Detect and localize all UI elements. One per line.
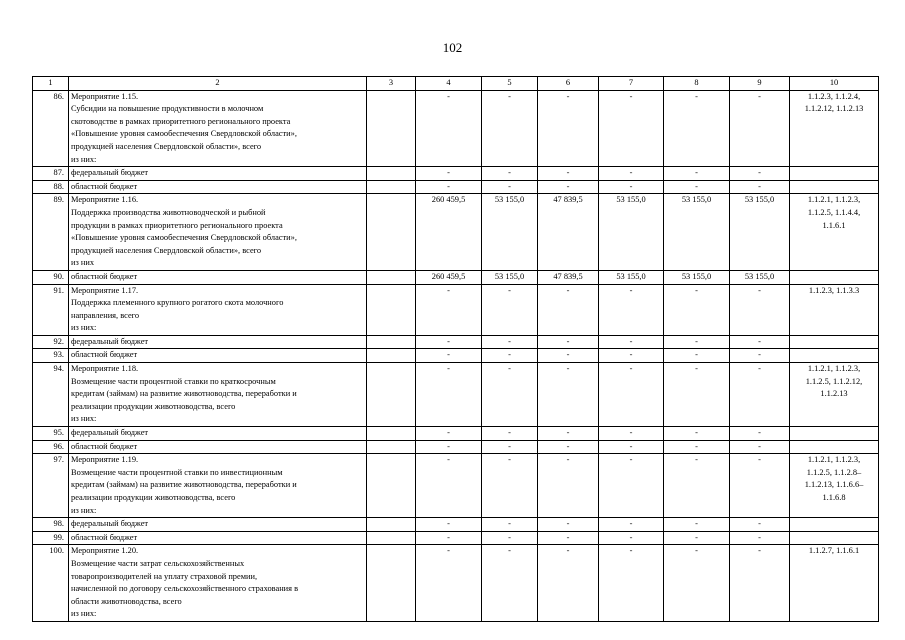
table-row	[33, 335, 879, 349]
description-line: продукцией населения Свердловской области», всего	[71, 141, 262, 151]
value-cell: -	[730, 545, 790, 622]
description-line: «Повышение уровня самообеспечения Свердловской области»,	[71, 233, 297, 243]
value-cell: -	[482, 518, 538, 532]
ref-line: 1.1.2.3, 1.1.3.3	[808, 285, 860, 295]
value-cell: -	[538, 518, 599, 532]
value-cell: -	[664, 180, 730, 194]
column-header: 1	[33, 77, 69, 91]
ref-line: 1.1.2.1, 1.1.2.3,	[807, 364, 861, 374]
value-cell: -	[482, 284, 538, 335]
value-cell: 260 459,5	[416, 194, 482, 271]
value-cell: 53 155,0	[730, 194, 790, 271]
row-description	[69, 194, 367, 271]
row-description	[69, 545, 367, 622]
target-refs	[790, 531, 879, 545]
value-cell: 53 155,0	[599, 270, 664, 284]
value-cell: -	[599, 518, 664, 532]
value-cell	[367, 531, 416, 545]
value-cell: -	[730, 90, 790, 167]
description-line: из них:	[71, 323, 97, 333]
value-cell	[367, 180, 416, 194]
value-cell: -	[599, 427, 664, 441]
description-line: Мероприятие 1.20.	[71, 546, 139, 556]
value-cell: -	[416, 440, 482, 454]
ref-line: 1.1.2.3, 1.1.2.4,	[807, 91, 861, 101]
ref-line: 1.1.2.5, 1.1.2.8–	[806, 467, 862, 477]
ref-line: 1.1.2.5, 1.1.4.4,	[807, 207, 861, 217]
description-line: кредитам (займам) на развитие животноводства, переработки и	[71, 389, 297, 399]
value-cell: -	[730, 518, 790, 532]
value-cell: -	[664, 454, 730, 518]
description-line: Возмещение части процентной ставки по краткосрочным	[71, 376, 276, 386]
table-row	[33, 270, 879, 284]
value-cell: 53 155,0	[599, 194, 664, 271]
table-row	[33, 427, 879, 441]
target-refs	[790, 440, 879, 454]
ref-line: 1.1.2.5, 1.1.2.12,	[805, 376, 863, 386]
description-line: федеральный бюджет	[71, 519, 149, 529]
description-line: из них	[71, 258, 95, 268]
row-description	[69, 335, 367, 349]
value-cell: -	[538, 180, 599, 194]
target-refs	[790, 363, 879, 427]
description-line: из них:	[71, 505, 97, 515]
table-row	[33, 90, 879, 167]
description-line: областной бюджет	[71, 350, 138, 360]
column-header: 5	[482, 77, 538, 91]
value-cell: -	[538, 440, 599, 454]
target-refs	[790, 180, 879, 194]
value-cell: -	[730, 180, 790, 194]
description-line: начисленной по договору сельскохозяйственного страхования в	[71, 584, 299, 594]
value-cell: -	[599, 545, 664, 622]
target-refs	[790, 545, 879, 622]
value-cell: -	[664, 349, 730, 363]
value-cell: -	[599, 335, 664, 349]
value-cell: -	[482, 454, 538, 518]
table-row	[33, 545, 879, 622]
value-cell: -	[482, 363, 538, 427]
value-cell: -	[730, 454, 790, 518]
value-cell: -	[538, 531, 599, 545]
row-description	[69, 440, 367, 454]
description-line: Поддержка производства животноводческой и рыбной	[71, 207, 266, 217]
value-cell: -	[599, 454, 664, 518]
description-line: областной бюджет	[71, 181, 138, 191]
value-cell: -	[538, 427, 599, 441]
value-cell	[367, 90, 416, 167]
value-cell: -	[599, 180, 664, 194]
value-cell: -	[664, 363, 730, 427]
value-cell	[367, 427, 416, 441]
value-cell: -	[599, 531, 664, 545]
description-line: направления, всего	[71, 310, 140, 320]
row-number: 89.	[33, 194, 69, 271]
table-row	[33, 440, 879, 454]
row-number: 95.	[33, 427, 69, 441]
value-cell: -	[730, 440, 790, 454]
value-cell: -	[482, 427, 538, 441]
target-refs	[790, 335, 879, 349]
value-cell: -	[538, 349, 599, 363]
value-cell: -	[664, 284, 730, 335]
value-cell	[367, 545, 416, 622]
description-line: продукции в рамках приоритетного регионального проекта	[71, 220, 283, 230]
value-cell: -	[416, 518, 482, 532]
description-line: областной бюджет	[71, 532, 138, 542]
value-cell: -	[730, 167, 790, 181]
table-row	[33, 518, 879, 532]
value-cell: -	[538, 454, 599, 518]
row-description	[69, 284, 367, 335]
description-line: областной бюджет	[71, 441, 138, 451]
value-cell: -	[482, 335, 538, 349]
table-row	[33, 180, 879, 194]
row-number: 97.	[33, 454, 69, 518]
value-cell: -	[482, 180, 538, 194]
column-header: 8	[664, 77, 730, 91]
value-cell	[367, 454, 416, 518]
table-row	[33, 284, 879, 335]
row-number: 94.	[33, 363, 69, 427]
value-cell	[367, 167, 416, 181]
row-number: 99.	[33, 531, 69, 545]
description-line: Мероприятие 1.17.	[71, 285, 139, 295]
value-cell: -	[664, 545, 730, 622]
row-number: 91.	[33, 284, 69, 335]
value-cell	[367, 284, 416, 335]
row-description	[69, 90, 367, 167]
row-description	[69, 454, 367, 518]
description-line: Мероприятие 1.18.	[71, 364, 139, 374]
value-cell: -	[664, 90, 730, 167]
description-line: Мероприятие 1.16.	[71, 195, 139, 205]
value-cell: -	[599, 284, 664, 335]
value-cell: 53 155,0	[482, 270, 538, 284]
description-line: из них:	[71, 414, 97, 424]
value-cell: -	[599, 167, 664, 181]
ref-line: 1.1.2.1, 1.1.2.3,	[807, 195, 861, 205]
row-description	[69, 363, 367, 427]
target-refs	[790, 284, 879, 335]
table-row	[33, 194, 879, 271]
table-row	[33, 363, 879, 427]
description-line: реализации продукции животноводства, всего	[71, 401, 236, 411]
column-header: 3	[367, 77, 416, 91]
value-cell: -	[664, 440, 730, 454]
target-refs	[790, 454, 879, 518]
value-cell: -	[416, 454, 482, 518]
value-cell: -	[482, 545, 538, 622]
value-cell: -	[482, 167, 538, 181]
value-cell: 47 839,5	[538, 270, 599, 284]
table-row	[33, 531, 879, 545]
value-cell: -	[416, 363, 482, 427]
row-number: 98.	[33, 518, 69, 532]
target-refs	[790, 167, 879, 181]
column-header: 4	[416, 77, 482, 91]
value-cell: 53 155,0	[482, 194, 538, 271]
value-cell: -	[664, 167, 730, 181]
ref-line: 1.1.2.13, 1.1.6.6–	[804, 480, 864, 490]
ref-line: 1.1.6.8	[822, 493, 846, 502]
ref-line: 1.1.2.7, 1.1.6.1	[808, 546, 860, 556]
target-refs	[790, 270, 879, 284]
value-cell	[367, 270, 416, 284]
target-refs	[790, 427, 879, 441]
column-header: 10	[790, 77, 879, 91]
value-cell	[367, 335, 416, 349]
table-row	[33, 349, 879, 363]
page-number: 102	[442, 40, 463, 55]
value-cell: -	[538, 167, 599, 181]
value-cell: -	[538, 363, 599, 427]
value-cell: -	[599, 349, 664, 363]
value-cell: -	[538, 335, 599, 349]
value-cell: -	[664, 427, 730, 441]
column-header: 7	[599, 77, 664, 91]
description-line: кредитам (займам) на развитие животноводства, переработки и	[71, 480, 297, 490]
description-line: федеральный бюджет	[71, 428, 149, 438]
value-cell	[367, 440, 416, 454]
description-line: реализации продукции животноводства, всего	[71, 493, 236, 502]
ref-line: 1.1.2.13	[820, 389, 848, 399]
row-description	[69, 518, 367, 532]
value-cell: -	[416, 335, 482, 349]
target-refs	[790, 518, 879, 532]
description-line: из них:	[71, 154, 97, 164]
value-cell: -	[482, 440, 538, 454]
value-cell: -	[664, 531, 730, 545]
table-row	[33, 454, 879, 518]
value-cell	[367, 349, 416, 363]
description-line: Поддержка племенного крупного рогатого скота молочного	[71, 298, 284, 308]
description-line: области животноводства, всего	[71, 596, 182, 606]
value-cell: -	[482, 349, 538, 363]
row-description	[69, 427, 367, 441]
description-line: областной бюджет	[71, 271, 138, 281]
value-cell: -	[416, 349, 482, 363]
row-number: 92.	[33, 335, 69, 349]
value-cell: -	[416, 167, 482, 181]
row-description	[69, 531, 367, 545]
value-cell: -	[416, 531, 482, 545]
description-line: из них:	[71, 609, 97, 619]
description-line: товаропроизводителей на уплату страховой премии,	[71, 571, 258, 581]
row-number: 86.	[33, 90, 69, 167]
value-cell	[367, 194, 416, 271]
program-table	[32, 76, 879, 622]
value-cell: -	[482, 531, 538, 545]
value-cell: -	[730, 427, 790, 441]
value-cell: -	[482, 90, 538, 167]
row-number: 90.	[33, 270, 69, 284]
value-cell: -	[664, 518, 730, 532]
target-refs	[790, 349, 879, 363]
description-line: скотоводстве в рамках приоритетного регионального проекта	[71, 116, 291, 126]
description-line: Мероприятие 1.19.	[71, 455, 139, 465]
row-number: 96.	[33, 440, 69, 454]
value-cell: -	[730, 284, 790, 335]
value-cell: -	[599, 90, 664, 167]
value-cell: -	[730, 335, 790, 349]
value-cell: -	[416, 90, 482, 167]
value-cell: -	[416, 427, 482, 441]
value-cell: -	[599, 440, 664, 454]
value-cell	[367, 518, 416, 532]
ref-line: 1.1.6.1	[822, 220, 846, 230]
description-line: «Повышение уровня самообеспечения Свердловской области»,	[71, 129, 297, 139]
description-line: Субсидии на повышение продуктивности в молочном	[71, 104, 264, 114]
column-header: 6	[538, 77, 599, 91]
ref-line: 1.1.2.12, 1.1.2.13	[804, 104, 864, 114]
row-number: 100.	[33, 545, 69, 622]
description-line: Возмещение части затрат сельскохозяйственных	[71, 558, 245, 568]
value-cell: -	[416, 545, 482, 622]
row-description	[69, 270, 367, 284]
value-cell: -	[538, 545, 599, 622]
value-cell: -	[730, 531, 790, 545]
value-cell	[367, 363, 416, 427]
description-line: федеральный бюджет	[71, 168, 149, 178]
row-number: 87.	[33, 167, 69, 181]
target-refs	[790, 194, 879, 271]
row-description	[69, 349, 367, 363]
value-cell: -	[664, 335, 730, 349]
column-header: 9	[730, 77, 790, 91]
value-cell: 53 155,0	[664, 194, 730, 271]
row-description	[69, 180, 367, 194]
value-cell: 53 155,0	[730, 270, 790, 284]
row-description	[69, 167, 367, 181]
row-number: 93.	[33, 349, 69, 363]
value-cell: -	[416, 180, 482, 194]
value-cell: 260 459,5	[416, 270, 482, 284]
value-cell: 53 155,0	[664, 270, 730, 284]
value-cell: -	[416, 284, 482, 335]
description-line: федеральный бюджет	[71, 336, 149, 346]
description-line: Мероприятие 1.15.	[71, 91, 139, 101]
table-header-row	[33, 77, 879, 91]
target-refs	[790, 90, 879, 167]
value-cell: -	[730, 349, 790, 363]
value-cell: -	[730, 363, 790, 427]
description-line: продукцией населения Свердловской области», всего	[71, 245, 262, 255]
value-cell: 47 839,5	[538, 194, 599, 271]
description-line: Возмещение части процентной ставки по инвестиционным	[71, 467, 283, 477]
row-number: 88.	[33, 180, 69, 194]
value-cell: -	[538, 284, 599, 335]
table-row	[33, 167, 879, 181]
ref-line: 1.1.2.1, 1.1.2.3,	[807, 455, 861, 465]
value-cell: -	[599, 363, 664, 427]
column-header: 2	[69, 77, 367, 91]
value-cell: -	[538, 90, 599, 167]
